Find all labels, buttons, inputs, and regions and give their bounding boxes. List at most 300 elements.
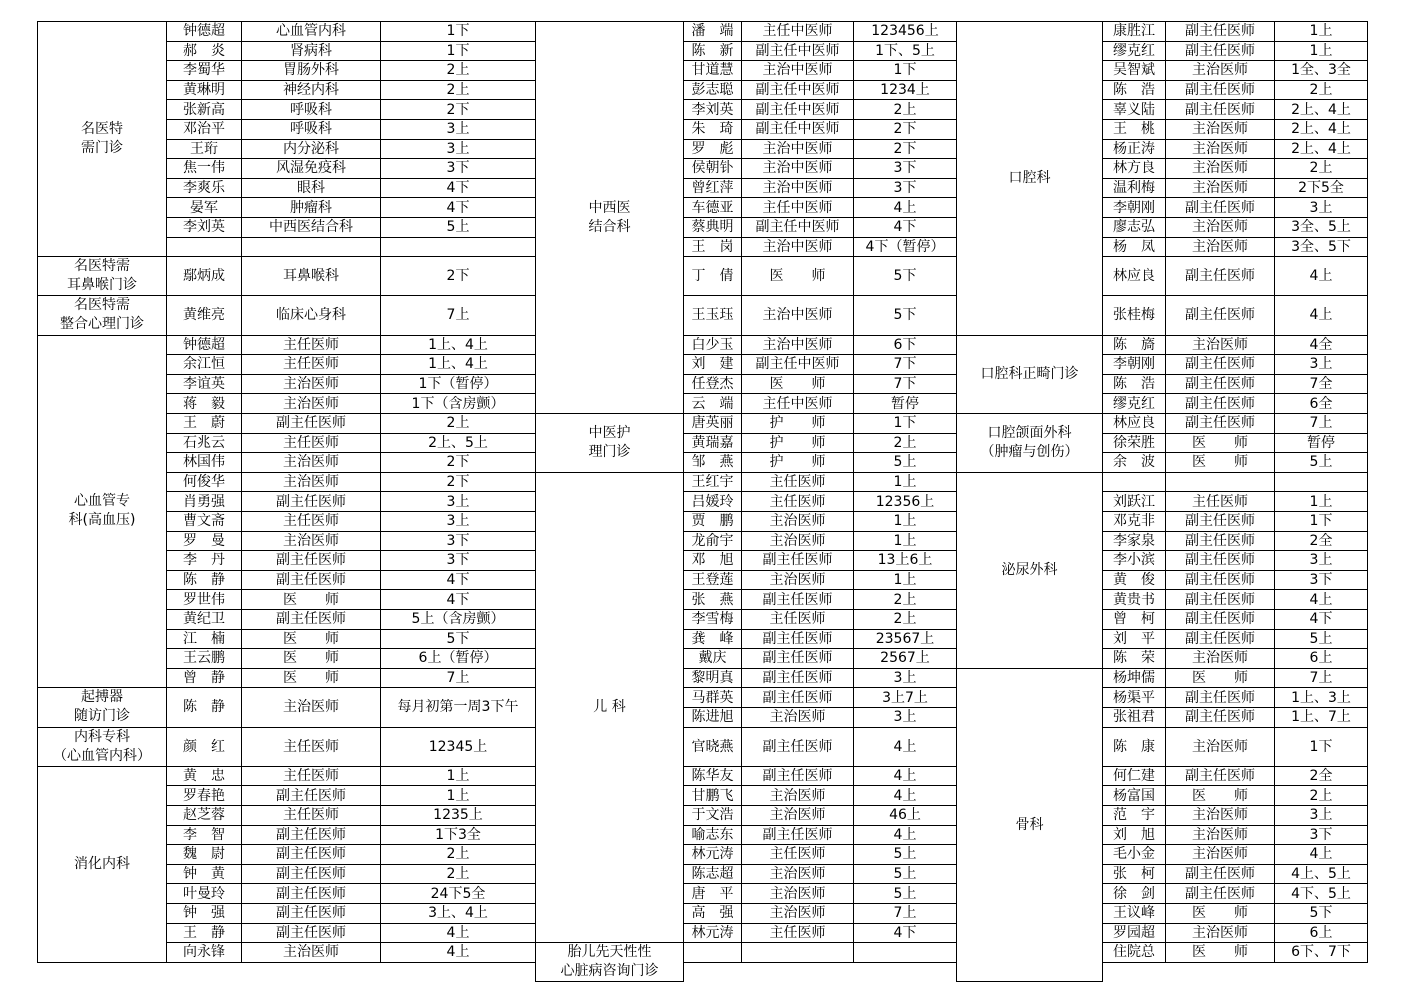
department-cell: 口腔科: [956, 21, 1103, 336]
clinic-time-cell: 4下: [853, 217, 957, 238]
clinic-time-cell: 3全、5下: [1274, 237, 1368, 258]
clinic-time-cell: 3上: [1274, 354, 1368, 375]
doctor-name-cell: 王珩: [166, 139, 242, 160]
doctor-title-cell: 副主任医师: [741, 687, 854, 708]
clinic-time-cell: 4下、5上: [1274, 883, 1368, 904]
doctor-name-cell: 罗园超: [1102, 923, 1166, 944]
doctor-name-cell: 缪克红: [1102, 41, 1166, 62]
doctor-title-cell: 医 师: [1165, 452, 1275, 473]
clinic-time-cell: 7上: [1274, 413, 1368, 434]
doctor-title-cell: 医 师: [241, 629, 381, 650]
doctor-title-cell: 主任医师: [741, 491, 854, 512]
doctor-name-cell: 王红宇: [683, 472, 742, 493]
doctor-title-cell: [1165, 472, 1275, 493]
clinic-time-cell: 1234上: [853, 80, 957, 101]
doctor-title-cell: 副主任医师: [1165, 531, 1275, 552]
clinic-time-cell: 4上: [1274, 256, 1368, 296]
clinic-time-cell: 1上: [853, 570, 957, 591]
doctor-name-cell: 杨正涛: [1102, 139, 1166, 160]
doctor-name-cell: 王 桃: [1102, 119, 1166, 140]
clinic-time-cell: 暂停: [853, 393, 957, 414]
clinic-time-cell: 7上: [1274, 668, 1368, 689]
doctor-name-cell: 张 燕: [683, 589, 742, 610]
doctor-title-cell: 主治医师: [1165, 923, 1275, 944]
doctor-title-cell: 副主任医师: [741, 550, 854, 571]
clinic-time-cell: 每月初第一周3下午: [380, 687, 536, 727]
doctor-title-cell: 副主任医师: [1165, 374, 1275, 395]
doctor-name-cell: 黎明真: [683, 668, 742, 689]
doctor-name-cell: [683, 942, 742, 963]
doctor-name-cell: 辜义陆: [1102, 99, 1166, 120]
clinic-time-cell: 4上: [853, 825, 957, 846]
doctor-name-cell: 林方良: [1102, 158, 1166, 179]
doctor-name-cell: 陈华友: [683, 766, 742, 787]
clinic-time-cell: 7上: [380, 295, 536, 335]
doctor-title-cell: 主治医师: [241, 393, 381, 414]
doctor-name-cell: 邓治平: [166, 119, 242, 140]
clinic-time-cell: 4下: [380, 570, 536, 591]
clinic-time-cell: 4下: [853, 923, 957, 944]
doctor-title-cell: 主治医师: [1165, 335, 1275, 356]
doctor-title-cell: 主治中医师: [741, 295, 854, 335]
doctor-name-cell: 丁 倩: [683, 256, 742, 296]
doctor-name-cell: 廖志弘: [1102, 217, 1166, 238]
doctor-name-cell: 赵芝蓉: [166, 805, 242, 826]
doctor-name-cell: 黄 俊: [1102, 570, 1166, 591]
doctor-title-cell: 主任医师: [741, 923, 854, 944]
doctor-title-cell: 主任医师: [741, 609, 854, 630]
clinic-time-cell: 5下: [853, 295, 957, 335]
doctor-title-cell: 主治医师: [741, 805, 854, 826]
doctor-name-cell: 李家泉: [1102, 531, 1166, 552]
doctor-title-cell: 主任医师: [241, 354, 381, 375]
clinic-time-cell: 6上: [1274, 923, 1368, 944]
clinic-time-cell: 2下: [380, 256, 536, 296]
clinic-time-cell: 3上、4上: [380, 903, 536, 924]
clinic-time-cell: 3上: [1274, 550, 1368, 571]
doctor-title-cell: 主治医师: [241, 472, 381, 493]
department-cell: 名医特 需门诊: [37, 21, 167, 257]
doctor-name-cell: 余江恒: [166, 354, 242, 375]
clinic-time-cell: 12345上: [380, 727, 536, 767]
doctor-title-cell: 主治中医师: [741, 237, 854, 258]
clinic-time-cell: 2上、4上: [1274, 119, 1368, 140]
clinic-time-cell: 6下: [853, 335, 957, 356]
doctor-name-cell: 李朝刚: [1102, 354, 1166, 375]
doctor-title-cell: 副主任医师: [1165, 550, 1275, 571]
doctor-name-cell: 罗 曼: [166, 531, 242, 552]
clinic-time-cell: 6全: [1274, 393, 1368, 414]
clinic-time-cell: 5下: [1274, 903, 1368, 924]
doctor-title-cell: 副主任医师: [241, 491, 381, 512]
department-cell: 骨科: [956, 668, 1103, 983]
doctor-title-cell: 主任医师: [241, 511, 381, 532]
clinic-time-cell: 3上: [853, 668, 957, 689]
doctor-title-cell: 副主任医师: [1165, 589, 1275, 610]
doctor-name-cell: 江 楠: [166, 629, 242, 650]
doctor-title-cell: 副主任医师: [1165, 766, 1275, 787]
department-cell: 口腔颌面外科 （肿瘤与创伤）: [956, 413, 1103, 473]
doctor-title-cell: 副主任医师: [1165, 41, 1275, 62]
doctor-name-cell: 唐 平: [683, 883, 742, 904]
doctor-name-cell: 官晓燕: [683, 727, 742, 767]
doctor-name-cell: 李 丹: [166, 550, 242, 571]
doctor-title-cell: 副主任医师: [241, 785, 381, 806]
department-cell: 口腔科正畸门诊: [956, 335, 1103, 414]
clinic-time-cell: 2上、5上: [380, 433, 536, 454]
doctor-title-cell: 胃肠外科: [241, 60, 381, 81]
doctor-title-cell: 主治医师: [1165, 178, 1275, 199]
doctor-name-cell: 曾 静: [166, 668, 242, 689]
clinic-time-cell: 2下5全: [1274, 178, 1368, 199]
doctor-title-cell: 副主任医师: [1165, 511, 1275, 532]
clinic-time-cell: 5下: [853, 256, 957, 296]
department-cell: 中西医 结合科: [535, 21, 684, 414]
clinic-time-cell: 1下: [1274, 727, 1368, 767]
doctor-title-cell: 主任医师: [241, 727, 381, 767]
doctor-name-cell: 邓 旭: [683, 550, 742, 571]
doctor-name-cell: 张祖君: [1102, 707, 1166, 728]
doctor-name-cell: 潘 端: [683, 21, 742, 42]
doctor-name-cell: 黄 忠: [166, 766, 242, 787]
doctor-name-cell: 颜 红: [166, 727, 242, 767]
doctor-name-cell: [166, 237, 242, 258]
doctor-name-cell: 贾 鹏: [683, 511, 742, 532]
doctor-title-cell: 主任医师: [1165, 491, 1275, 512]
clinic-time-cell: 2全: [1274, 766, 1368, 787]
doctor-name-cell: 李 智: [166, 825, 242, 846]
doctor-title-cell: 主治医师: [1165, 119, 1275, 140]
doctor-title-cell: 风湿免疫科: [241, 158, 381, 179]
doctor-title-cell: 副主任医师: [1165, 707, 1275, 728]
doctor-name-cell: 张 柯: [1102, 864, 1166, 885]
doctor-name-cell: 唐英丽: [683, 413, 742, 434]
clinic-time-cell: 4下: [380, 589, 536, 610]
clinic-time-cell: 2上: [380, 864, 536, 885]
doctor-name-cell: 罗 彪: [683, 139, 742, 160]
doctor-title-cell: 主治医师: [741, 864, 854, 885]
doctor-title-cell: 副主任医师: [1165, 295, 1275, 335]
doctor-name-cell: 林元涛: [683, 923, 742, 944]
doctor-title-cell: 副主任医师: [1165, 609, 1275, 630]
doctor-name-cell: 林应良: [1102, 413, 1166, 434]
doctor-title-cell: 副主任医师: [241, 864, 381, 885]
doctor-name-cell: 龚 峰: [683, 629, 742, 650]
doctor-title-cell: 副主任中医师: [741, 354, 854, 375]
doctor-name-cell: 毛小金: [1102, 844, 1166, 865]
doctor-name-cell: 马群英: [683, 687, 742, 708]
doctor-name-cell: 车德亚: [683, 197, 742, 218]
clinic-time-cell: 4下: [380, 197, 536, 218]
clinic-time-cell: 1下（暂停）: [380, 374, 536, 395]
doctor-title-cell: 主任医师: [241, 433, 381, 454]
doctor-title-cell: 主治医师: [1165, 825, 1275, 846]
doctor-title-cell: 主治医师: [1165, 844, 1275, 865]
doctor-name-cell: 喻志东: [683, 825, 742, 846]
doctor-name-cell: 李小滨: [1102, 550, 1166, 571]
doctor-title-cell: 护 师: [741, 433, 854, 454]
doctor-title-cell: 副主任医师: [741, 589, 854, 610]
doctor-title-cell: 主治医师: [1165, 727, 1275, 767]
clinic-time-cell: 1下: [853, 60, 957, 81]
doctor-name-cell: 王云鹏: [166, 648, 242, 669]
doctor-name-cell: 邹 燕: [683, 452, 742, 473]
doctor-title-cell: 副主任医师: [241, 609, 381, 630]
doctor-name-cell: 朱 琦: [683, 119, 742, 140]
doctor-title-cell: 副主任医师: [241, 570, 381, 591]
doctor-title-cell: 主任医师: [741, 472, 854, 493]
doctor-name-cell: 蒋 毅: [166, 393, 242, 414]
doctor-name-cell: 徐荣胜: [1102, 433, 1166, 454]
clinic-time-cell: 1下: [853, 413, 957, 434]
doctor-title-cell: 主治医师: [1165, 237, 1275, 258]
clinic-time-cell: 7下: [853, 374, 957, 395]
doctor-title-cell: 肿瘤科: [241, 197, 381, 218]
clinic-time-cell: 1下、5上: [853, 41, 957, 62]
clinic-time-cell: 2全: [1274, 531, 1368, 552]
doctor-name-cell: 钟德超: [166, 335, 242, 356]
doctor-name-cell: 于文浩: [683, 805, 742, 826]
doctor-name-cell: 陈 康: [1102, 727, 1166, 767]
doctor-name-cell: 晏军: [166, 197, 242, 218]
clinic-time-cell: 1上、4上: [380, 335, 536, 356]
doctor-title-cell: 主治医师: [741, 785, 854, 806]
clinic-time-cell: 5上: [853, 844, 957, 865]
doctor-title-cell: 副主任医师: [1165, 21, 1275, 42]
doctor-name-cell: 钟 黄: [166, 864, 242, 885]
doctor-name-cell: 林国伟: [166, 452, 242, 473]
doctor-name-cell: 吕媛玲: [683, 491, 742, 512]
doctor-title-cell: 医 师: [1165, 785, 1275, 806]
doctor-name-cell: 刘 旭: [1102, 825, 1166, 846]
clinic-time-cell: 3下: [380, 550, 536, 571]
doctor-name-cell: 彭志聪: [683, 80, 742, 101]
clinic-time-cell: 5上: [853, 864, 957, 885]
doctor-title-cell: 副主任医师: [1165, 197, 1275, 218]
doctor-title-cell: 内分泌科: [241, 139, 381, 160]
clinic-time-cell: 6上（暂停）: [380, 648, 536, 669]
doctor-name-cell: 邓克非: [1102, 511, 1166, 532]
doctor-title-cell: 医 师: [741, 256, 854, 296]
doctor-title-cell: 副主任医师: [241, 413, 381, 434]
clinic-time-cell: 2上: [380, 80, 536, 101]
doctor-title-cell: 副主任医师: [741, 668, 854, 689]
doctor-title-cell: [241, 237, 381, 258]
clinic-time-cell: 2上: [1274, 80, 1368, 101]
doctor-title-cell: 主任医师: [241, 335, 381, 356]
doctor-title-cell: 医 师: [741, 374, 854, 395]
clinic-time-cell: 3上: [1274, 805, 1368, 826]
clinic-time-cell: 4下: [380, 178, 536, 199]
doctor-name-cell: 钟德超: [166, 21, 242, 42]
doctor-title-cell: 副主任医师: [741, 825, 854, 846]
clinic-time-cell: 7下: [853, 354, 957, 375]
doctor-title-cell: 中西医结合科: [241, 217, 381, 238]
doctor-title-cell: 医 师: [1165, 668, 1275, 689]
doctor-title-cell: 主治医师: [241, 942, 381, 963]
doctor-title-cell: 副主任医师: [1165, 80, 1275, 101]
department-cell: 心血管专 科(高血压): [37, 335, 167, 689]
clinic-time-cell: 3上: [853, 707, 957, 728]
clinic-time-cell: 1下3全: [380, 825, 536, 846]
doctor-name-cell: 王议峰: [1102, 903, 1166, 924]
clinic-time-cell: 2上: [380, 413, 536, 434]
clinic-time-cell: 2上: [853, 433, 957, 454]
doctor-name-cell: 向永锋: [166, 942, 242, 963]
clinic-time-cell: 5上: [853, 452, 957, 473]
doctor-title-cell: 肾病科: [241, 41, 381, 62]
doctor-title-cell: 主任医师: [241, 766, 381, 787]
clinic-time-cell: 1下: [1274, 511, 1368, 532]
doctor-title-cell: 主治医师: [241, 687, 381, 727]
clinic-time-cell: 3上: [380, 139, 536, 160]
doctor-title-cell: 副主任医师: [1165, 883, 1275, 904]
clinic-time-cell: 暂停: [1274, 433, 1368, 454]
clinic-time-cell: 1上、3上: [1274, 687, 1368, 708]
doctor-title-cell: 主治医师: [1165, 648, 1275, 669]
clinic-time-cell: 2上: [1274, 158, 1368, 179]
doctor-name-cell: 王 岗: [683, 237, 742, 258]
doctor-name-cell: 王登莲: [683, 570, 742, 591]
clinic-time-cell: 6上: [1274, 648, 1368, 669]
clinic-time-cell: 2上、4上: [1274, 139, 1368, 160]
doctor-title-cell: 副主任医师: [1165, 864, 1275, 885]
doctor-name-cell: 黄瑞嘉: [683, 433, 742, 454]
clinic-time-cell: 3下: [1274, 825, 1368, 846]
clinic-time-cell: 1上: [380, 785, 536, 806]
doctor-name-cell: 李刘英: [166, 217, 242, 238]
clinic-time-cell: 7上: [853, 903, 957, 924]
doctor-title-cell: 副主任医师: [741, 648, 854, 669]
doctor-title-cell: 护 师: [741, 452, 854, 473]
clinic-time-cell: 2上、4上: [1274, 99, 1368, 120]
clinic-time-cell: 4下: [1274, 609, 1368, 630]
doctor-title-cell: 主治中医师: [741, 158, 854, 179]
doctor-name-cell: 蔡典明: [683, 217, 742, 238]
doctor-title-cell: 神经内科: [241, 80, 381, 101]
doctor-title-cell: 副主任中医师: [741, 217, 854, 238]
clinic-time-cell: 2567上: [853, 648, 957, 669]
doctor-name-cell: 王玉珏: [683, 295, 742, 335]
doctor-title-cell: 副主任医师: [241, 923, 381, 944]
doctor-name-cell: 杨渠平: [1102, 687, 1166, 708]
doctor-title-cell: 副主任医师: [1165, 393, 1275, 414]
doctor-name-cell: 戴庆: [683, 648, 742, 669]
doctor-name-cell: 林应良: [1102, 256, 1166, 296]
doctor-name-cell: 陈进旭: [683, 707, 742, 728]
doctor-title-cell: 主治医师: [1165, 139, 1275, 160]
doctor-name-cell: 张桂梅: [1102, 295, 1166, 335]
clinic-time-cell: 2下: [380, 472, 536, 493]
doctor-title-cell: 呼吸科: [241, 119, 381, 140]
clinic-time-cell: 4上: [853, 785, 957, 806]
department-cell: 起搏器 随访门诊: [37, 687, 167, 727]
doctor-name-cell: 吴智斌: [1102, 60, 1166, 81]
doctor-name-cell: 郝 炎: [166, 41, 242, 62]
doctor-title-cell: 主治医师: [741, 903, 854, 924]
doctor-name-cell: 何俊华: [166, 472, 242, 493]
clinic-time-cell: 3上: [380, 119, 536, 140]
clinic-time-cell: 2下: [380, 99, 536, 120]
doctor-name-cell: 陈 旖: [1102, 335, 1166, 356]
clinic-time-cell: 1下（含房颤）: [380, 393, 536, 414]
clinic-time-cell: 1上: [1274, 491, 1368, 512]
clinic-time-cell: 3下: [853, 158, 957, 179]
doctor-name-cell: 曾红萍: [683, 178, 742, 199]
clinic-time-cell: 2上: [1274, 785, 1368, 806]
department-cell: 名医特需 整合心理门诊: [37, 295, 167, 335]
doctor-name-cell: 叶曼玲: [166, 883, 242, 904]
doctor-title-cell: 耳鼻喉科: [241, 256, 381, 296]
clinic-time-cell: 1上、7上: [1274, 707, 1368, 728]
doctor-title-cell: 副主任医师: [241, 825, 381, 846]
doctor-name-cell: 陈 浩: [1102, 374, 1166, 395]
doctor-title-cell: 眼科: [241, 178, 381, 199]
clinic-time-cell: 4全: [1274, 335, 1368, 356]
doctor-name-cell: 罗春艳: [166, 785, 242, 806]
doctor-name-cell: 徐 剑: [1102, 883, 1166, 904]
clinic-time-cell: 3上7上: [853, 687, 957, 708]
clinic-time-cell: [380, 237, 536, 258]
doctor-name-cell: 王 蔚: [166, 413, 242, 434]
department-cell: 消化内科: [37, 766, 167, 963]
clinic-time-cell: 5下: [380, 629, 536, 650]
clinic-time-cell: 1上: [853, 472, 957, 493]
clinic-time-cell: 1上、4上: [380, 354, 536, 375]
doctor-name-cell: 李蜀华: [166, 60, 242, 81]
clinic-time-cell: 2上: [380, 60, 536, 81]
doctor-name-cell: 黄纪卫: [166, 609, 242, 630]
clinic-time-cell: 2上: [853, 589, 957, 610]
clinic-time-cell: 3下: [1274, 570, 1368, 591]
doctor-title-cell: 临床心身科: [241, 295, 381, 335]
clinic-time-cell: 4下（暂停）: [853, 237, 957, 258]
doctor-title-cell: 副主任中医师: [741, 119, 854, 140]
clinic-time-cell: 5上（含房颤）: [380, 609, 536, 630]
doctor-title-cell: 主治医师: [1165, 805, 1275, 826]
clinic-time-cell: 123456上: [853, 21, 957, 42]
doctor-title-cell: 副主任医师: [741, 629, 854, 650]
clinic-time-cell: 5上: [1274, 629, 1368, 650]
doctor-name-cell: 任登杰: [683, 374, 742, 395]
doctor-name-cell: 陈 静: [166, 687, 242, 727]
doctor-name-cell: 黄维亮: [166, 295, 242, 335]
doctor-name-cell: 张新高: [166, 99, 242, 120]
doctor-name-cell: 范 宇: [1102, 805, 1166, 826]
doctor-title-cell: 主任中医师: [741, 197, 854, 218]
clinic-time-cell: 4上: [380, 942, 536, 963]
doctor-title-cell: 医 师: [241, 589, 381, 610]
doctor-name-cell: [1102, 472, 1166, 493]
doctor-title-cell: 副主任中医师: [741, 41, 854, 62]
clinic-time-cell: 1下: [380, 41, 536, 62]
doctor-title-cell: 心血管内科: [241, 21, 381, 42]
doctor-name-cell: 肖勇强: [166, 491, 242, 512]
doctor-title-cell: 副主任医师: [241, 903, 381, 924]
clinic-time-cell: 5上: [380, 217, 536, 238]
doctor-name-cell: 高 强: [683, 903, 742, 924]
doctor-name-cell: 刘跃江: [1102, 491, 1166, 512]
clinic-time-cell: 7全: [1274, 374, 1368, 395]
doctor-title-cell: 副主任医师: [1165, 413, 1275, 434]
doctor-name-cell: 杨富国: [1102, 785, 1166, 806]
doctor-name-cell: 陈 静: [166, 570, 242, 591]
doctor-name-cell: 温利梅: [1102, 178, 1166, 199]
doctor-title-cell: 医 师: [1165, 942, 1275, 963]
doctor-title-cell: [741, 942, 854, 963]
doctor-title-cell: 主治医师: [741, 511, 854, 532]
doctor-title-cell: 主治医师: [741, 570, 854, 591]
